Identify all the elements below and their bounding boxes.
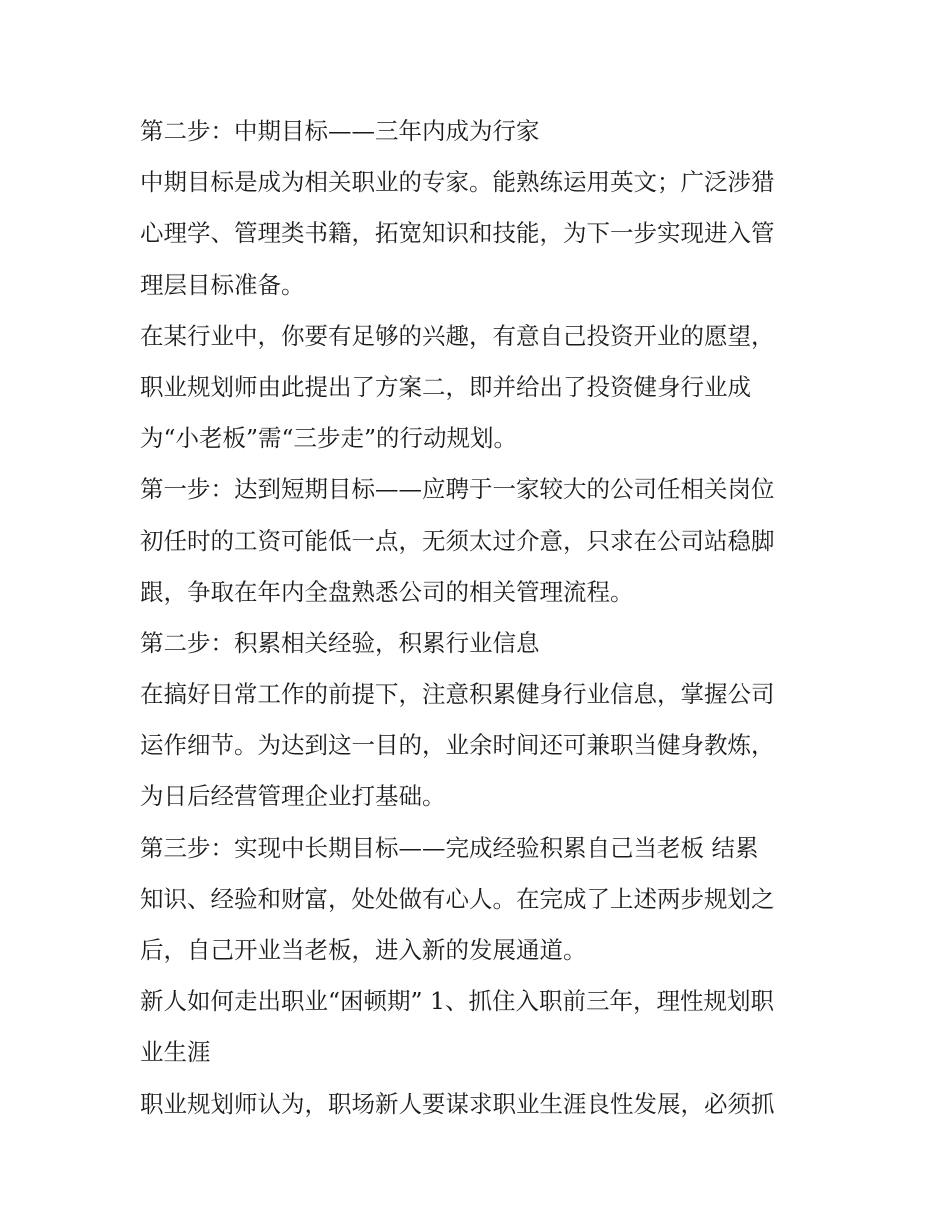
text-line-16: 知识、经验和财富，处处做有心人。在完成了上述两步规划之 xyxy=(140,884,775,913)
text-line-19: 业生涯 xyxy=(140,1038,211,1067)
text-line-12: 在搞好日常工作的前提下，注意积累健身行业信息，掌握公司 xyxy=(140,680,775,709)
text-line-06: 职业规划师由此提出了方案二，即并给出了投资健身行业成 xyxy=(140,372,751,401)
text-line-15: 第三步：实现中长期目标——完成经验积累自己当老板 结累 xyxy=(140,833,759,862)
body-text xyxy=(140,106,820,1130)
text-line-05: 在某行业中，你要有足够的兴趣，有意自己投资开业的愿望， xyxy=(140,321,775,350)
text-line-18: 新人如何走出职业“困顿期” 1、抓住入职前三年，理性规划职 xyxy=(140,987,774,1016)
text-line-20: 职业规划师认为，职场新人要谋求职业生涯良性发展，必须抓 xyxy=(140,1089,775,1118)
text-line-11: 第二步：积累相关经验，积累行业信息 xyxy=(140,628,540,657)
text-line-02: 中期目标是成为相关职业的专家。能熟练运用英文；广泛涉猎 xyxy=(140,168,775,197)
text-line-09: 初任时的工资可能低一点，无须太过介意，只求在公司站稳脚 xyxy=(140,526,775,555)
text-line-10: 跟，争取在年内全盘熟悉公司的相关管理流程。 xyxy=(140,577,634,606)
text-line-08: 第一步：达到短期目标——应聘于一家较大的公司任相关岗位 xyxy=(140,475,775,504)
text-line-07: 为“小老板”需“三步走”的行动规划。 xyxy=(140,424,518,453)
text-line-17: 后，自己开业当老板，进入新的发展通道。 xyxy=(140,936,587,964)
text-line-13: 运作细节。为达到这一目的，业余时间还可兼职当健身教炼， xyxy=(140,731,775,760)
text-line-14: 为日后经营管理企业打基础。 xyxy=(140,782,446,811)
text-line-03: 心理学、管理类书籍，拓宽知识和技能，为下一步实现进入管 xyxy=(140,219,775,248)
text-line-01: 第二步：中期目标——三年内成为行家 xyxy=(140,117,540,145)
text-line-04: 理层目标准备。 xyxy=(140,270,305,299)
